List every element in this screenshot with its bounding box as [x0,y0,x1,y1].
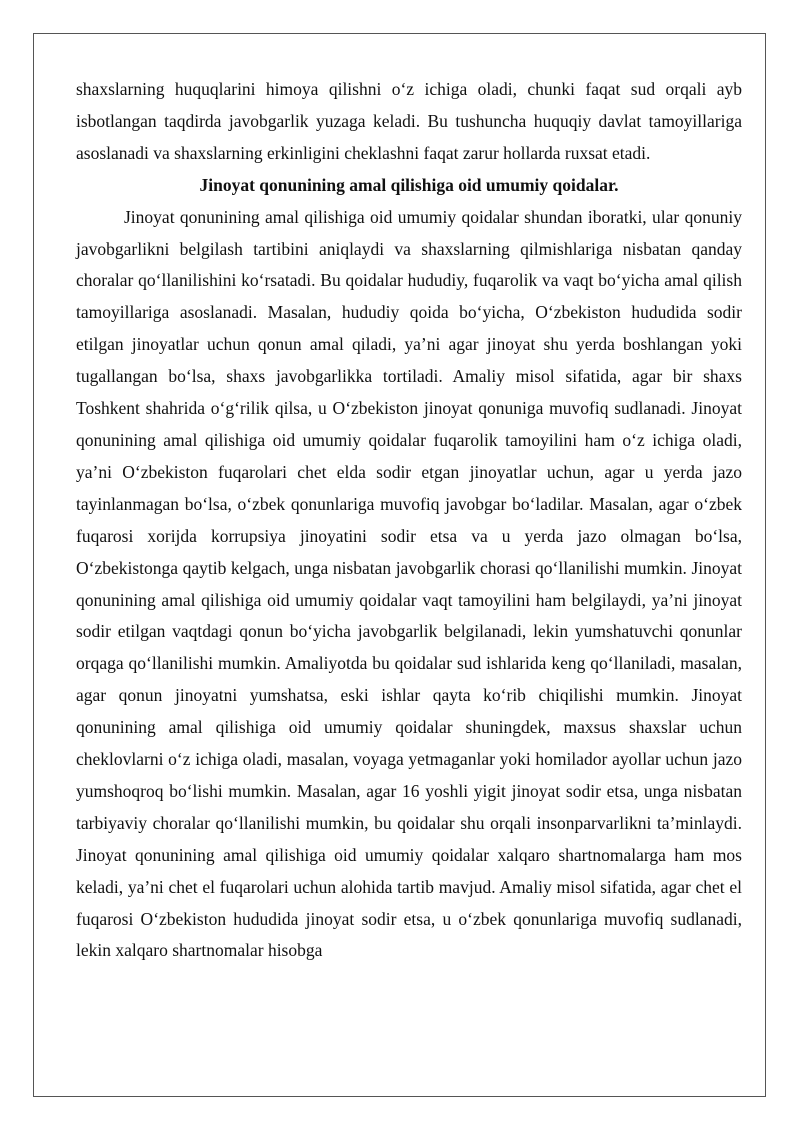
document-body [76,74,742,967]
paragraph-continuation: shaxslarning huquqlarini himoya qilishni o‘z ichiga oladi, chunki faqat sud orqali ayb isbotlangan taqdirda javobgarlik yuzaga keladi. Bu tushuncha huquqiy davlat tamoyillariga asoslanadi va shaxslarning erkinligini cheklashni faqat zarur hollarda ruxsat etadi. [76,79,742,163]
section-heading: Jinoyat qonunining amal qilishiga oid umumiy qoidalar. [199,174,619,195]
section-paragraph: Jinoyat qonunining amal qilishiga oid umumiy qoidalar shundan iboratki, ular qonuniy javobgarlikni belgilash tartibini aniqlaydi va shaxslarning qilmishlariga nisbatan qanday choralar qo‘llanilishini ko‘rsatadi. Bu qoidalar hududiy, fuqarolik va vaqt bo‘yicha amal qilish tamoyillariga asoslanadi. Masalan, hududiy qoida bo‘yicha, O‘zbekiston hududida sodir etilgan jinoyatlar uchun qonun amal qiladi, ya’ni agar jinoyat shu yerda boshlangan yoki tugallangan bo‘lsa, shaxs javobgarlikka tortiladi. Amaliy misol sifatida, agar bir shaxs Toshkent shahrida o‘g‘rilik qilsa, u O‘zbekiston jinoyat qonuniga muvofiq sudlanadi. Jinoyat qonunining amal qilishiga oid umumiy qoidalar fuqarolik tamoyilini ham o‘z ichiga oladi, ya’ni O‘zbekiston fuqarolari chet elda sodir etgan jinoyatlar uchun, agar u yerda jazo tayinlanmagan bo‘lsa, o‘zbek qonunlariga muvofiq javobgar bo‘ladilar. Masalan, agar o‘zbek fuqarosi xorijda korrupsiya jinoyatini sodir etsa va u yerda jazo olmagan bo‘lsa, O‘zbekistonga qaytib kelgach, unga nisbatan javobgarlik chorasi qo‘llanilishi mumkin. Jinoyat qonunining amal qilishiga oid umumiy qoidalar vaqt tamoyilini ham belgilaydi, ya’ni jinoyat sodir etilgan vaqtdagi qonun bo‘yicha javobgarlik belgilanadi, lekin yumshatuvchi qonunlar orqaga qo‘llanilishi mumkin. Amaliyotda bu qoidalar sud ishlarida keng qo‘llaniladi, masalan, agar qonun jinoyatni yumshatsa, eski ishlar qayta ko‘rib chiqilishi mumkin. Jinoyat qonunining amal qilishiga oid umumiy qoidalar shuningdek, maxsus shaxslar uchun cheklovlarni o‘z ichiga oladi, masalan, voyaga yetmaganlar yoki homilador ayollar uchun jazo yumshoqroq bo‘lishi mumkin. Masalan, agar 16 yoshli yigit jinoyat sodir etsa, unga nisbatan tarbiyaviy choralar qo‘llanilishi mumkin, bu qoidalar shu orqali insonparvarlikni ta’minlaydi. Jinoyat qonunining amal qilishiga oid umumiy qoidalar xalqaro shartnomalarga ham mos keladi, ya’ni chet el fuqarolari uchun alohida tartib mavjud. Amaliy misol sifatida, agar chet el fuqarosi O‘zbekiston hududida jinoyat sodir etsa, u o‘zbek qonunlariga muvofiq sudlanadi, lekin xalqaro shartnomalar hisobga [76,206,742,961]
